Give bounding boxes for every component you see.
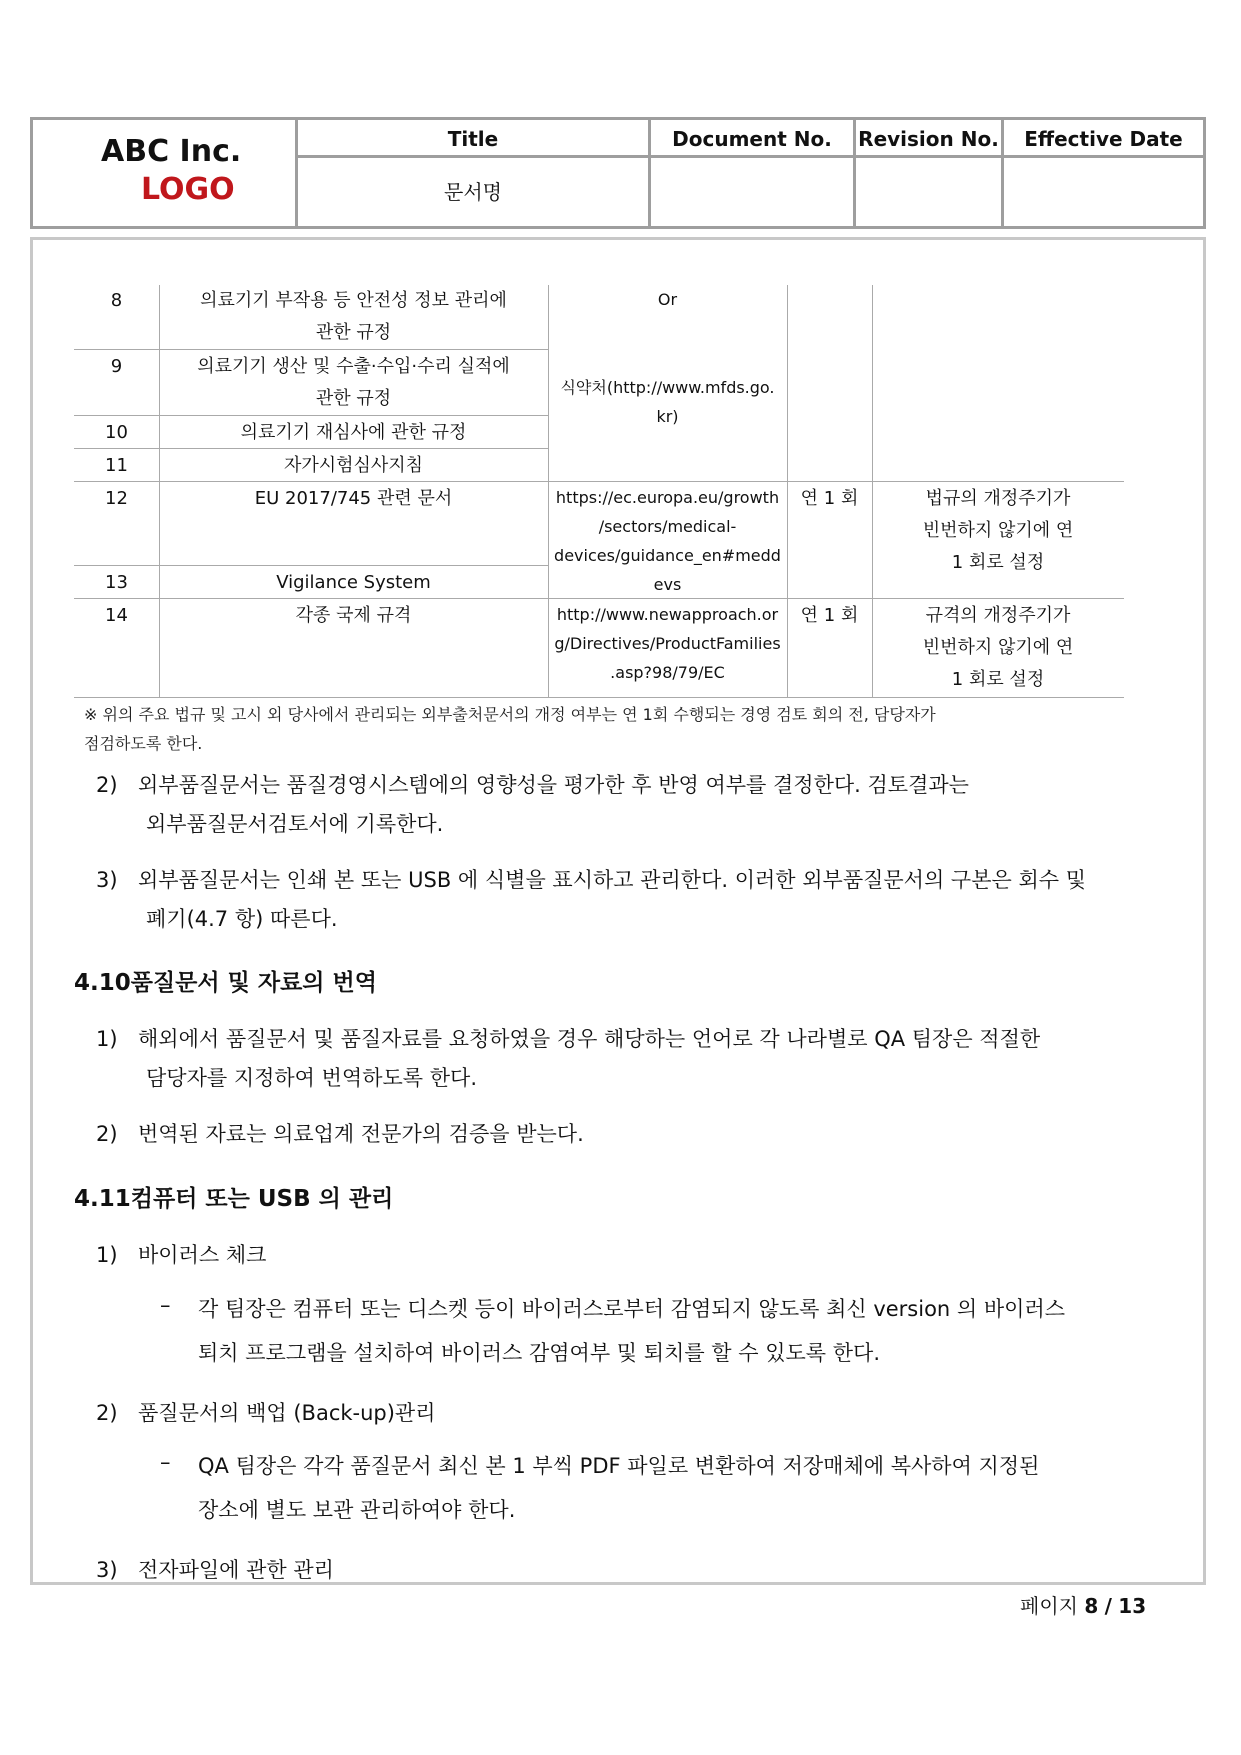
- remark: 1 회로 설정: [951, 669, 1045, 690]
- document-name: 의료기기 생산 및 수출·수입·수리 실적에: [197, 356, 510, 377]
- document-name: 관한 규정: [315, 322, 392, 343]
- source-url: https://ec.europa.eu/growth: [555, 488, 780, 507]
- paragraph-line: 각 팀장은 컴퓨터 또는 디스켓 등이 바이러스로부터 감염되지 않도록 최신 version 의 바이러스: [198, 1297, 1066, 1321]
- table-rule: [74, 415, 548, 416]
- source-url: kr): [656, 407, 679, 426]
- row-number: 12: [105, 488, 128, 509]
- review-frequency: 연 1 회: [800, 488, 859, 509]
- remark: 빈번하지 않기에 연: [922, 637, 1074, 658]
- header-revno-label: Revision No.: [856, 120, 1004, 158]
- item-number: 3): [96, 868, 118, 892]
- paragraph-line: 폐기(4.7 항) 따른다.: [146, 907, 338, 931]
- dash-bullet: –: [160, 1293, 171, 1317]
- document-name: EU 2017/745 관련 문서: [254, 488, 453, 509]
- source-url: .asp?98/79/EC: [610, 663, 725, 682]
- paragraph-line: 퇴치 프로그램을 설치하여 바이러스 감염여부 및 퇴치를 할 수 있도록 한다.: [198, 1341, 881, 1365]
- paragraph-line: 전자파일에 관한 관리: [138, 1558, 334, 1582]
- row-number: 11: [105, 455, 128, 476]
- row-number: 13: [105, 572, 128, 593]
- source-url: http://www.newapproach.or: [556, 605, 779, 624]
- paragraph-line: 해외에서 품질문서 및 품질자료를 요청하였을 경우 해당하는 언어로 각 나라별로 QA 팀장은 적절한: [138, 1027, 1041, 1051]
- row-number: 14: [105, 605, 128, 626]
- row-number: 8: [110, 290, 123, 311]
- external-documents-table: [74, 285, 1124, 697]
- table-rule: [74, 349, 548, 350]
- remark: 법규의 개정주기가: [925, 488, 1071, 509]
- document-name: 자가시험심사지침: [283, 455, 424, 476]
- page-separator: /: [1104, 1594, 1112, 1618]
- source-url: 식약처(http://www.mfds.go.: [560, 378, 775, 397]
- paragraph-line: QA 팀장은 각각 품질문서 최신 본 1 부씩 PDF 파일로 변환하여 저장매체에 복사하여 지정된: [198, 1454, 1040, 1478]
- document-name: 의료기기 부작용 등 안전성 정보 관리에: [200, 290, 507, 311]
- paragraph-line: 품질문서의 백업 (Back-up)관리: [138, 1401, 436, 1425]
- page-label: 페이지: [1020, 1594, 1078, 1618]
- company-name: ABC Inc.: [101, 134, 242, 169]
- header-title-label: Title: [298, 120, 651, 158]
- paragraph-line: 외부품질문서는 품질경영시스템에의 영향성을 평가한 후 반영 여부를 결정한다. 검토결과는: [138, 773, 969, 797]
- paragraph-line: 장소에 별도 보관 관리하여야 한다.: [198, 1498, 516, 1522]
- paragraph-line: 담당자를 지정하여 번역하도록 한다.: [146, 1066, 477, 1090]
- table-note: [84, 700, 1084, 758]
- note-line: 점검하도록 한다.: [84, 734, 203, 753]
- header-grid: [298, 120, 1203, 226]
- page-number: [1020, 1590, 1146, 1619]
- row-number: 10: [105, 422, 128, 443]
- section-heading-4-11: 4.11컴퓨터 또는 USB 의 관리: [74, 1186, 394, 1212]
- header-effdate-label: Effective Date: [1004, 120, 1203, 158]
- page-current: 8: [1084, 1594, 1099, 1618]
- item-number: 3): [96, 1558, 118, 1582]
- document-name: 각종 국제 규격: [295, 605, 412, 626]
- source-url: devices/guidance_en#medd: [554, 546, 781, 565]
- row-number: 9: [110, 356, 123, 377]
- header-docno-value: [651, 158, 856, 226]
- paragraph-line: 바이러스 체크: [138, 1243, 267, 1267]
- document-name: 관한 규정: [315, 388, 392, 409]
- dash-bullet: –: [160, 1450, 171, 1474]
- item-number: 1): [96, 1027, 118, 1051]
- item-number: 2): [96, 1401, 118, 1425]
- source-url: /sectors/medical-: [598, 517, 737, 536]
- table-rule: [74, 697, 1124, 698]
- logo-cell: [33, 120, 298, 226]
- page-total: 13: [1118, 1594, 1147, 1618]
- remark: 빈번하지 않기에 연: [922, 520, 1074, 541]
- item-number: 2): [96, 773, 118, 797]
- item-number: 2): [96, 1122, 118, 1146]
- document-name: 의료기기 재심사에 관한 규정: [240, 422, 467, 443]
- header-docno-label: Document No.: [651, 120, 856, 158]
- note-line: ※ 위의 주요 법규 및 고시 외 당사에서 관리되는 외부출처문서의 개정 여부는 연 1회 수행되는 경영 검토 회의 전, 담당자가: [84, 705, 936, 724]
- source-url: g/Directives/ProductFamilies: [554, 634, 781, 653]
- section-heading-4-10: 4.10품질문서 및 자료의 번역: [74, 970, 377, 996]
- document-header: [30, 117, 1206, 229]
- table-rule: [74, 565, 548, 566]
- company-logo: LOGO: [141, 172, 235, 207]
- review-frequency: 연 1 회: [800, 605, 859, 626]
- paragraph-line: 외부품질문서검토서에 기록한다.: [146, 812, 444, 836]
- header-effdate-value: [1004, 158, 1203, 226]
- source-or: Or: [657, 290, 678, 309]
- paragraph-line: 외부품질문서는 인쇄 본 또는 USB 에 식별을 표시하고 관리한다. 이러한 외부품질문서의 구본은 회수 및: [138, 868, 1086, 892]
- source-url: evs: [653, 575, 682, 594]
- remark: 1 회로 설정: [951, 552, 1045, 573]
- document-name: Vigilance System: [276, 572, 431, 593]
- item-number: 1): [96, 1243, 118, 1267]
- remark: 규격의 개정주기가: [925, 605, 1071, 626]
- header-revno-value: [856, 158, 1004, 226]
- paragraph-line: 번역된 자료는 의료업계 전문가의 검증을 받는다.: [138, 1122, 584, 1146]
- header-title-value: 문서명: [298, 158, 651, 226]
